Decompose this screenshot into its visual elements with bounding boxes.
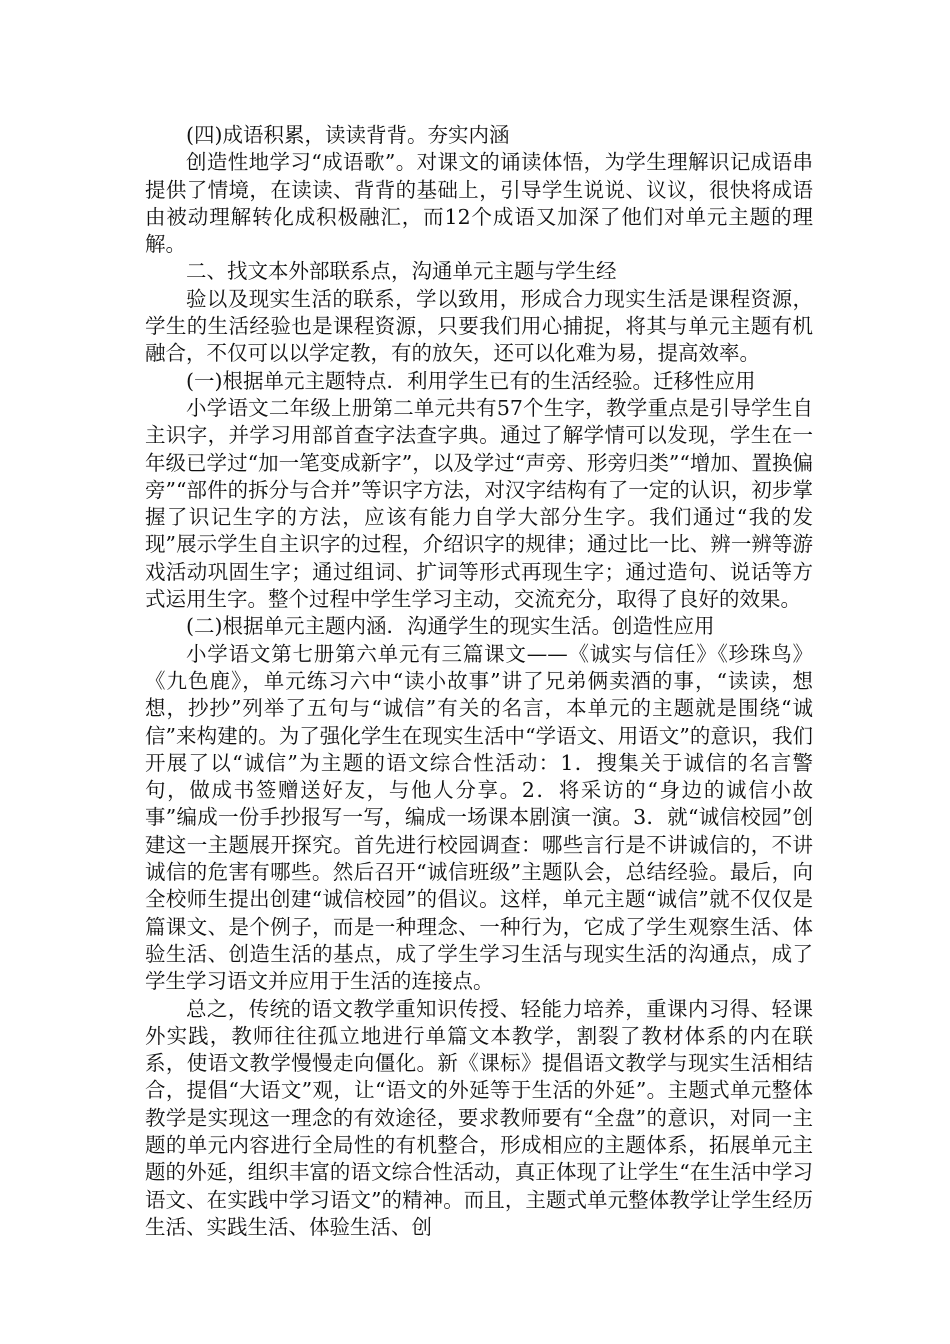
paragraph-literacy-unit: 小学语文二年级上册第二单元共有57个生字，教学重点是引导学生自主识字，并学习用部首查字法查字典。通过了解学情可以发现，学生在一年级已学过“加一笔变成新字”，以及学过“声旁、形旁归类”“增加、置换偏旁”“部件的拆分与合并”等识字方法，对汉字结构有了一定的认识，初步掌握了识记生字的方法，应该有能力自学大部分生字。我们通过“我的发现”展示学生自主识字的过程，介绍识字的规律；通过比一比、辨一辨等游戏活动巩固生字；通过组词、扩词等形式再现生字；通过造句、说话等方式运用生字。整个过程中学生学习主动，交流充分，取得了良好的效果。 bbox=[145, 395, 813, 612]
paragraph-integrity-unit: 小学语文第七册第六单元有三篇课文——《诚实与信任》《珍珠鸟》《九色鹿》，单元练习六中“读小故事”讲了兄弟俩卖酒的事，“读读，想想，抄抄”列举了五句与“诚信”有关的名言，本单元的主题就是围绕“诚信”来构建的。为了强化学生在现实生活中“学语文、用语文”的意识，我们开展了以“诚信”为主题的语文综合性活动：1．搜集关于诚信的名言警句，做成书签赠送好友，与他人分享。2．将采访的“身边的诚信小故事”编成一份手抄报写一写，编成一场课本剧演一演。3．就“诚信校园”创建这一主题展开探究。首先进行校园调查：哪些言行是不讲诚信的，不讲诚信的危害有哪些。然后召开“诚信班级”主题队会，总结经验。最后，向全校师生提出创建“诚信校园”的倡议。这样，单元主题“诚信”就不仅仅是篇课文、是个例子，而是一种理念、一种行为，它成了学生观察生活、体验生活、创造生活的基点，成了学生学习生活与现实生活的沟通点，成了学生学习语文并应用于生活的连接点。 bbox=[145, 641, 813, 994]
paragraph-idiom-song: 创造性地学习“成语歌”。对课文的诵读体悟，为学生理解识记成语串提供了情境，在读读、背背的基础上，引导学生说说、议议，很快将成语由被动理解转化成积极融汇，而12个成语又加深了他们对单元主题的理解。 bbox=[145, 150, 813, 257]
paragraph-conclusion: 总之，传统的语文教学重知识传授、轻能力培养，重课内习得、轻课外实践，教师往往孤立地进行单篇文本教学，割裂了教材体系的内在联系，使语文教学慢慢走向僵化。新《课标》提倡语文教学与现实生活相结合，提倡“大语文”观，让“语文的外延等于生活的外延”。主题式单元整体教学是实现这一理念的有效途径，要求教师要有“全盘”的意识，对同一主题的单元内容进行全局性的有机整合，形成相应的主题体系，拓展单元主题的外延，组织丰富的语文综合性活动，真正体现了让学生“在生活中学习语文、在实践中学习语文”的精神。而且，主题式单元整体教学让学生经历生活、实践生活、体验生活、创 bbox=[145, 996, 813, 1239]
heading-section-two: 二、找文本外部联系点，沟通单元主题与学生经 bbox=[186, 259, 617, 284]
heading-idiom-accumulation: (四)成语积累，读读背背。夯实内涵 bbox=[186, 123, 510, 147]
heading-transfer-application: (一)根据单元主题特点．利用学生已有的生活经验。迁移性应用 bbox=[186, 368, 756, 393]
paragraph-life-resources: 验以及现实生活的联系，学以致用，形成合力现实生活是课程资源，学生的生活经验也是课程资源，只要我们用心捕捉，将其与单元主题有机融合，不仅可以以学定教，有的放矢，还可以化难为易，提高效率。 bbox=[145, 286, 813, 366]
heading-creative-application: (二)根据单元主题内涵．沟通学生的现实生活。创造性应用 bbox=[186, 614, 715, 639]
document-body bbox=[145, 122, 813, 1241]
